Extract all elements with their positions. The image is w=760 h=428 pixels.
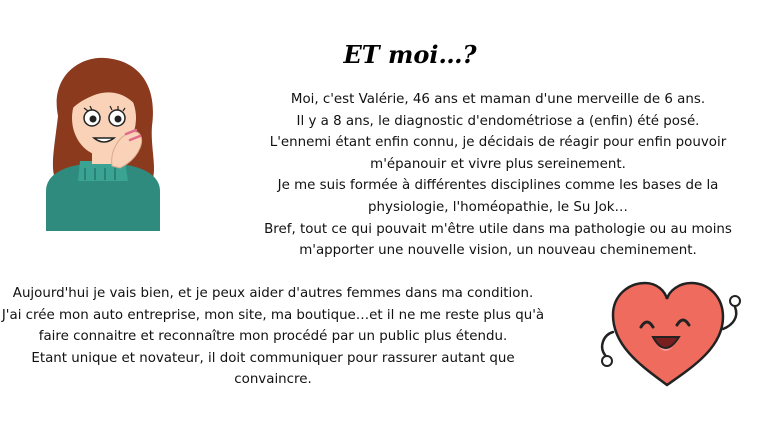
outro-line: convaincre.	[234, 372, 312, 388]
intro-line: Il y a 8 ans, le diagnostic d'endométriose a (enfin) été posé.	[296, 113, 700, 129]
smiling-heart-icon	[583, 277, 751, 392]
intro-line: L'ennemi étant enfin connu, je décidais de réagir pour enfin pouvoir	[269, 135, 727, 151]
intro-line: physiologie, l'homéopathie, le Su Jok…	[368, 199, 628, 215]
outro-line: faire connaitre et reconnaître mon procédé par un public plus étendu.	[38, 329, 508, 345]
outro-paragraph	[0, 283, 546, 391]
intro-line: Bref, tout ce qui pouvait m'être utile dans ma pathologie ou au moins	[264, 221, 732, 237]
page-title: ET moi…?	[343, 40, 477, 69]
intro-line: Moi, c'est Valérie, 46 ans et maman d'une merveille de 6 ans.	[290, 92, 706, 107]
outro-line: Aujourd'hui je vais bien, et je peux aider d'autres femmes dans ma condition.	[12, 286, 534, 301]
intro-paragraph	[236, 89, 760, 262]
outro-line: J'ai crée mon auto entreprise, mon site, ma boutique…et il ne me reste plus qu'à	[1, 307, 545, 323]
intro-line: m'épanouir et vivre plus sereinement.	[370, 156, 626, 172]
woman-avatar-icon	[40, 56, 165, 231]
intro-line: Je me suis formée à différentes disciplines comme les bases de la	[277, 178, 719, 194]
outro-line: Etant unique et novateur, il doit communiquer pour rassurer autant que	[31, 350, 515, 366]
intro-line: m'apporter une nouvelle vision, un nouveau cheminement.	[299, 243, 697, 259]
